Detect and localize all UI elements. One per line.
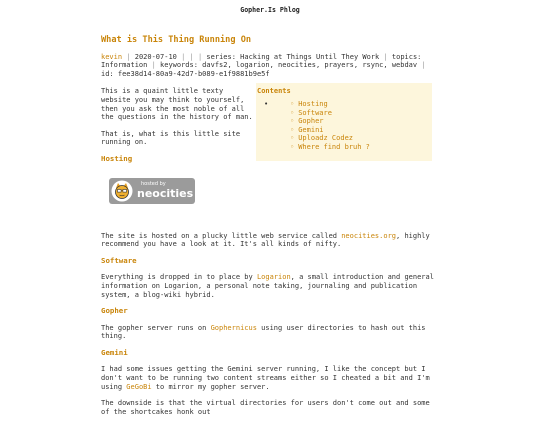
topics-label: topics: <box>391 52 422 61</box>
toc-item-gopher[interactable] <box>290 117 432 126</box>
toc-link[interactable]: Uploadz Codez <box>298 134 354 143</box>
toc-item-gemini[interactable] <box>290 126 432 135</box>
bullet-icon: • <box>264 99 269 108</box>
text-span: I had some issues getting the Gemini server running, I like the concept but I don't want to be running two content streams either so I cheated a bit and I'm using <box>101 365 430 391</box>
neocities-badge-area <box>101 172 437 219</box>
intro-row <box>101 87 437 151</box>
meta-separator: | <box>151 61 156 70</box>
id-label: id: <box>101 69 114 78</box>
text-span: Everything is dropped in to place by <box>101 273 257 282</box>
circle-bullet-icon: ◦ <box>290 117 295 126</box>
badge-hosted-by: hosted by <box>141 180 166 187</box>
circle-bullet-icon: ◦ <box>290 125 295 134</box>
toc-link[interactable]: Hosting <box>298 99 328 108</box>
section-heading-gopher: Gopher <box>101 306 128 316</box>
series-value: Hacking at Things Until They Work <box>240 52 380 61</box>
post-container <box>101 36 437 424</box>
gemini-paragraph <box>101 365 437 391</box>
series-label: series: <box>206 52 236 61</box>
site-title[interactable]: Gopher.Is Phlog <box>240 6 300 14</box>
post-date: 2020-07-10 <box>134 52 177 61</box>
author-link[interactable]: kevin <box>101 52 123 61</box>
table-of-contents <box>256 83 432 161</box>
circle-bullet-icon: ◦ <box>290 142 295 151</box>
section-heading-hosting: Hosting <box>101 153 133 163</box>
toc-link[interactable]: Software <box>298 108 332 117</box>
meta-separator: | <box>126 52 131 61</box>
post-meta <box>101 53 437 79</box>
text-span: , highly recommend you have a look at it. It's all kinds of nifty. <box>101 231 430 249</box>
gegobi-link[interactable]: GeGoBi <box>126 382 152 391</box>
intro-paragraph: This is a quaint little texty website you may think to yourself, then you ask the most noble of all the questions in the history of man. <box>101 87 253 122</box>
toc-link[interactable]: Gemini <box>298 125 324 134</box>
meta-separator: | <box>421 61 426 70</box>
text-span: The site is hosted on a plucky little web service called <box>101 231 342 240</box>
neocities-link[interactable]: neocities.org <box>341 231 397 240</box>
software-paragraph <box>101 273 437 299</box>
post-title: What is This Thing Running On <box>101 35 252 45</box>
circle-bullet-icon: ◦ <box>290 99 295 108</box>
keywords-value: davfs2, logarion, neocities, prayers, rsync, webdav <box>202 61 418 70</box>
circle-bullet-icon: ◦ <box>290 108 295 117</box>
meta-separator: | <box>181 52 186 61</box>
meta-separator: | <box>383 52 388 61</box>
circle-bullet-icon: ◦ <box>290 134 295 143</box>
toc-link[interactable]: Where find bruh ? <box>298 142 370 151</box>
hosting-paragraph <box>101 232 437 249</box>
section-heading-software: Software <box>101 255 137 265</box>
meta-separator: | <box>197 52 203 61</box>
post-id: fee38d14-80a9-42d7-b089-e1f9881b9e5f <box>117 69 270 78</box>
toc-item-software[interactable] <box>290 109 432 118</box>
gopher-paragraph <box>101 324 437 341</box>
toc-item-uploadz-codez[interactable] <box>290 134 432 143</box>
neocities-badge[interactable] <box>109 178 195 204</box>
gophernicus-link[interactable]: Gophernicus <box>210 323 257 332</box>
section-heading-gemini: Gemini <box>101 347 128 357</box>
intro-paragraph: That is, what is this little site running on. <box>101 129 241 147</box>
text-span: , a small introduction and general information on Logarion, a personal note taking, journaling and publication system, a blog-wiki hybrid. <box>101 273 434 299</box>
meta-separator: | <box>189 52 194 61</box>
topics-value: Information <box>101 61 148 70</box>
badge-neocities: neocities <box>137 186 194 200</box>
gemini-paragraph-2: The downside is that the virtual directories for users don't come out and some of the shortcakes honk out <box>101 399 430 416</box>
intro-text <box>101 87 253 147</box>
text-span: to mirror my gopher server. <box>151 382 270 391</box>
toc-link[interactable]: Gopher <box>298 117 324 126</box>
neocities-cat-logo-icon <box>111 180 133 202</box>
toc-item-where-find[interactable] <box>290 143 432 152</box>
text-span: using user directories to hash out this thing. <box>101 323 426 341</box>
keywords-label: keywords: <box>160 61 198 70</box>
toc-item-hosting[interactable] <box>290 100 432 109</box>
toc-list <box>256 100 432 152</box>
text-span: The gopher server runs on <box>101 323 211 332</box>
logarion-link[interactable]: Logarion <box>256 273 291 282</box>
toc-title: Contents <box>257 87 291 96</box>
